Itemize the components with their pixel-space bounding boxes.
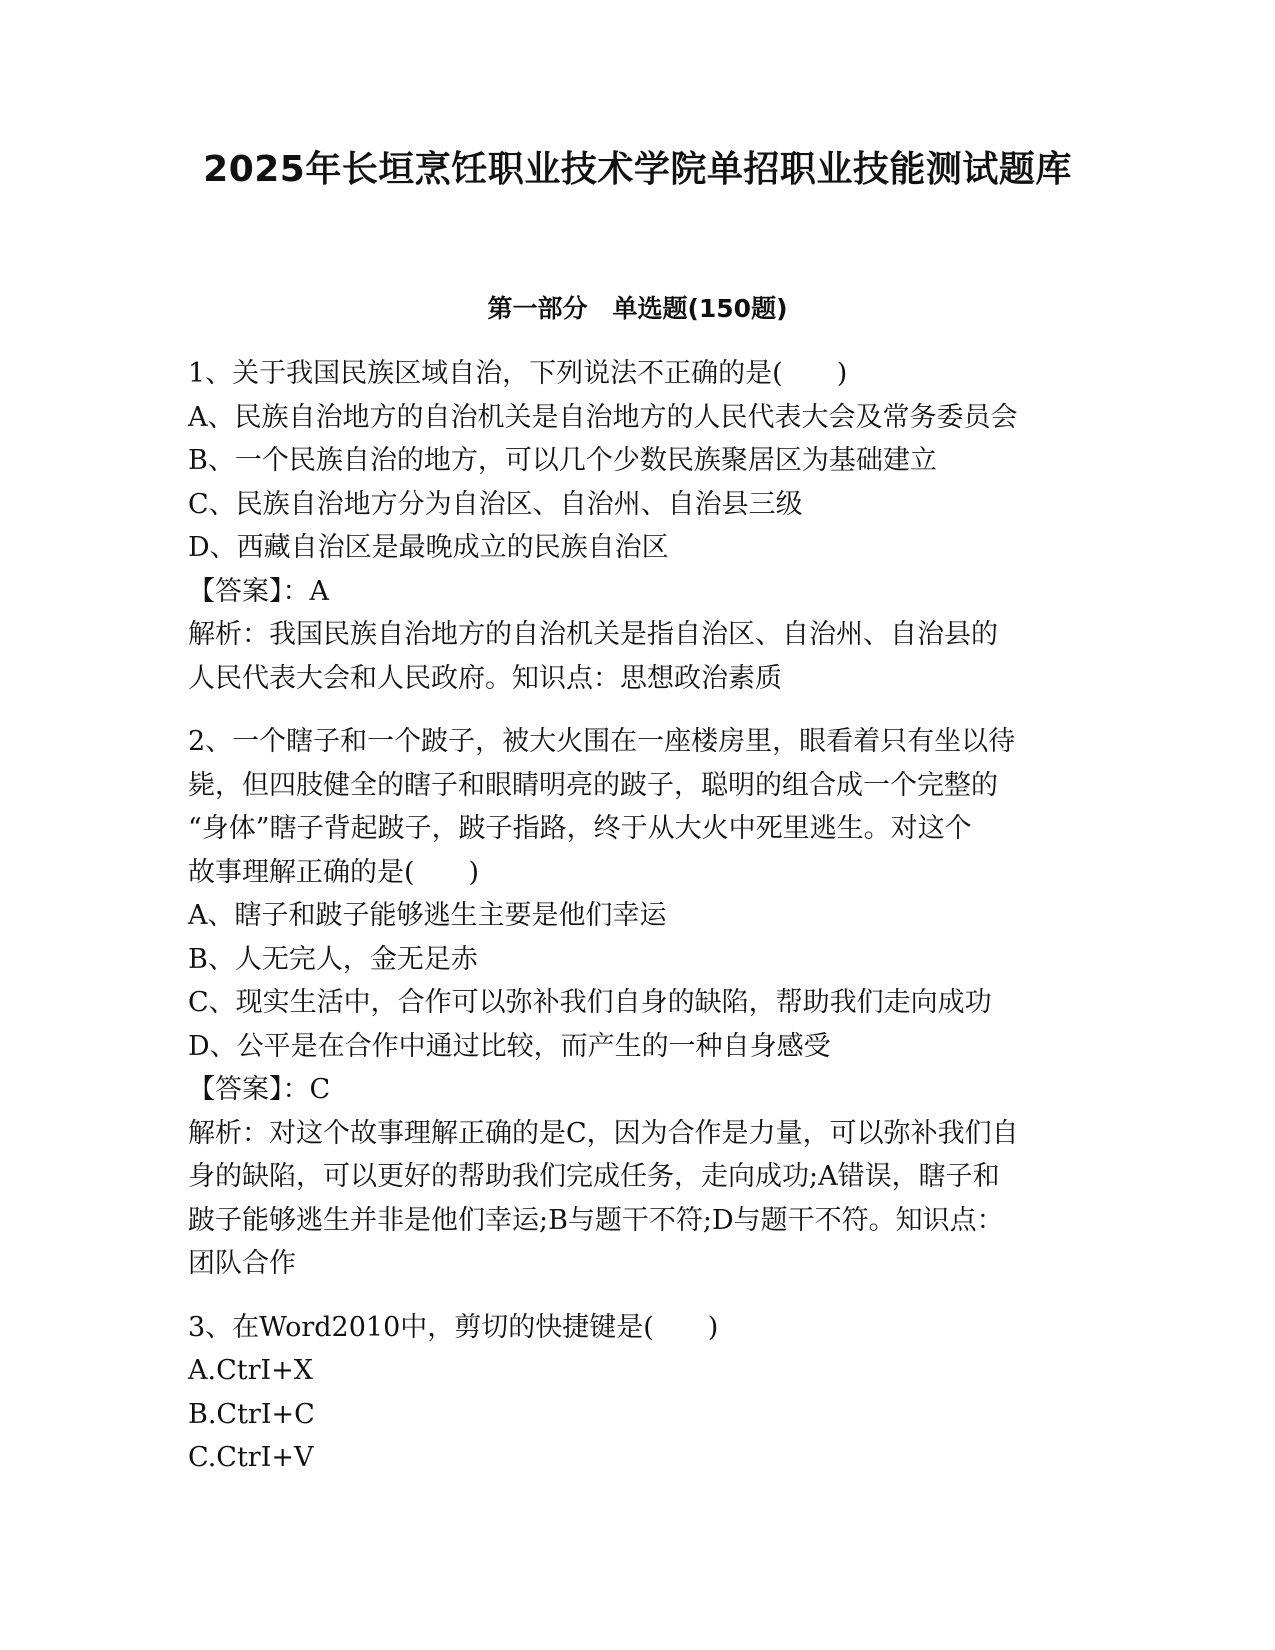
question-spacer: [188, 1286, 1088, 1306]
option-b: B、一个民族自治的地方，可以几个少数民族聚居区为基础建立: [188, 445, 937, 476]
question-stem: “身体”瞎子背起跛子，跛子指路，终于从大火中死里逃生。对这个: [188, 813, 972, 844]
explanation-line: 跛子能够逃生并非是他们幸运;B与题干不符;D与题干不符。知识点：: [188, 1204, 1004, 1236]
answer-line: 【答案】：A: [188, 575, 329, 607]
option-b: B、人无完人，金无足赤: [188, 943, 478, 975]
question-1: [188, 352, 1088, 700]
option-a: A.CtrI+X: [188, 1355, 314, 1386]
explanation-line: 解析：对这个故事理解正确的是C，因为合作是力量，可以弥补我们自: [188, 1117, 1019, 1149]
question-stem: 3、在Word2010中，剪切的快捷键是( ): [188, 1311, 719, 1343]
question-3: [188, 1306, 1088, 1480]
question-stem: 故事理解正确的是( ): [188, 856, 480, 888]
option-c: C、现实生活中，合作可以弥补我们自身的缺陷，帮助我们走向成功: [188, 987, 992, 1018]
question-spacer: [188, 700, 1088, 720]
question-2: [188, 720, 1088, 1286]
explanation-line: 身的缺陷，可以更好的帮助我们完成任务，走向成功;A错误，瞎子和: [188, 1161, 1000, 1192]
question-stem: 2、一个瞎子和一个跛子，被大火围在一座楼房里，眼看着只有坐以待: [188, 726, 1016, 757]
option-c: C、民族自治地方分为自治区、自治州、自治县三级: [188, 488, 803, 520]
option-c: C.CtrI+V: [188, 1442, 314, 1473]
document-title: 2025年长垣烹饪职业技术学院单招职业技能测试题库: [203, 149, 1072, 190]
option-a: A、瞎子和跛子能够逃生主要是他们幸运: [188, 900, 667, 931]
answer-line: 【答案】：C: [188, 1074, 331, 1105]
option-d: D、西藏自治区是最晚成立的民族自治区: [188, 532, 669, 563]
explanation-line: 解析：我国民族自治地方的自治机关是指自治区、自治州、自治县的: [188, 619, 998, 650]
explanation-line: 团队合作: [188, 1248, 296, 1279]
option-d: D、公平是在合作中通过比较，而产生的一种自身感受: [188, 1030, 831, 1062]
question-stem: 1、关于我国民族区域自治，下列说法不正确的是( ): [188, 358, 848, 389]
option-b: B.CtrI+C: [188, 1398, 315, 1430]
option-a: A、民族自治地方的自治机关是自治地方的人民代表大会及常务委员会: [188, 401, 1018, 433]
explanation-line: 人民代表大会和人民政府。知识点：思想政治素质: [188, 662, 782, 694]
question-list: [188, 352, 1088, 1480]
question-stem: 毙，但四肢健全的瞎子和眼睛明亮的跛子，聪明的组合成一个完整的: [188, 769, 998, 801]
section-heading: 第一部分 单选题(150题): [487, 294, 788, 323]
